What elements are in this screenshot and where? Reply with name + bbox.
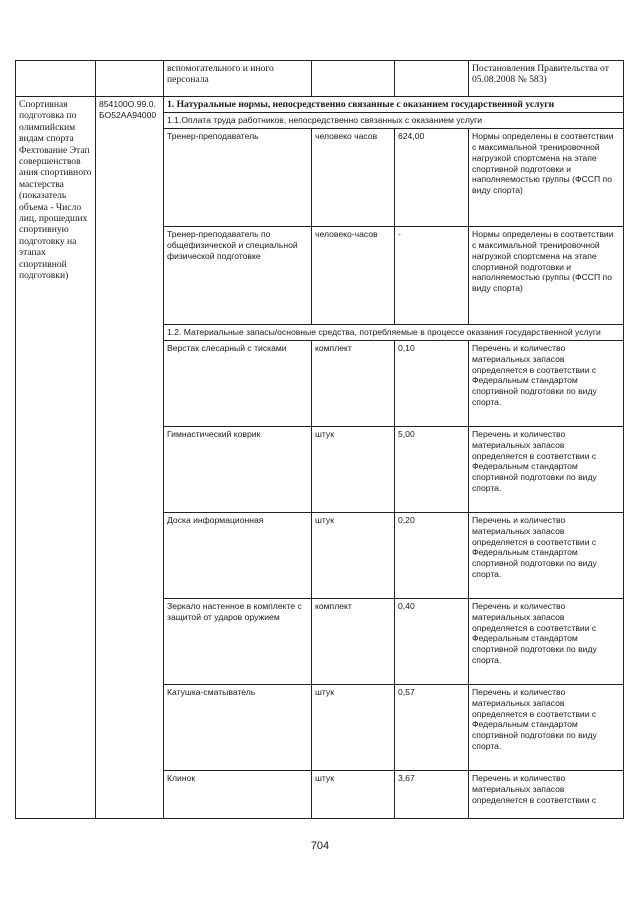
norm-note: Нормы определены в соответствии с максимальной тренировочной нагрузкой спортсмена на этапе спортивной подготовки и наполняемостью группы (ФССП по виду спорта) bbox=[469, 227, 624, 325]
norm-unit: человеко-часов bbox=[312, 227, 395, 325]
norm-name: Доска информационная bbox=[164, 513, 312, 599]
section-title-1: 1. Натуральные нормы, непосредственно связанные с оказанием государственной услуги bbox=[164, 97, 624, 113]
norm-name: Тренер-преподаватель bbox=[164, 129, 312, 227]
norm-name: Гимнастический коврик bbox=[164, 427, 312, 513]
norm-name: Тренер-преподаватель по общефизической и специальной физической подготовке bbox=[164, 227, 312, 325]
service-code: 854100О.99.0.БО52АА94000 bbox=[96, 97, 164, 819]
section-title-1-2: 1.2. Материальные запасы/основные средства, потребляемые в процессе оказания государственной услуги bbox=[164, 325, 624, 341]
norm-name: Верстак слесарный с тисками bbox=[164, 341, 312, 427]
norm-value: 5,00 bbox=[395, 427, 469, 513]
norm-unit: штук bbox=[312, 685, 395, 771]
norm-unit: штук bbox=[312, 771, 395, 819]
page-number: 704 bbox=[310, 840, 330, 852]
norm-value: 0,57 bbox=[395, 685, 469, 771]
service-code-cell-empty bbox=[96, 61, 164, 97]
norm-note: Перечень и количество материальных запасов определяется в соответствии с Федеральным стандартом спортивной подготовки по виду спорта. bbox=[469, 427, 624, 513]
norm-name: вспомогательного и иного персонала bbox=[164, 61, 312, 97]
norm-note: Нормы определены в соответствии с максимальной тренировочной нагрузкой спортсмена на этапе спортивной подготовки и наполняемостью группы (ФССП по виду спорта) bbox=[469, 129, 624, 227]
norm-note: Перечень и количество материальных запасов определяется в соответствии с Федеральным стандартом спортивной подготовки по виду спорта. bbox=[469, 341, 624, 427]
norms-table bbox=[15, 60, 624, 819]
norm-value: 3,67 bbox=[395, 771, 469, 819]
section-title-1-1: 1.1.Оплата труда работников, непосредственно связанных с оказанием услуги bbox=[164, 113, 624, 129]
norm-note: Перечень и количество материальных запасов определяется в соответствии с Федеральным стандартом спортивной подготовки по виду спорта. bbox=[469, 685, 624, 771]
service-name-cell-empty bbox=[16, 61, 96, 97]
norm-note: Перечень и количество материальных запасов определяется в соответствии с bbox=[469, 771, 624, 819]
norm-unit: штук bbox=[312, 427, 395, 513]
norm-unit-empty bbox=[312, 61, 395, 97]
service-name: Спортивная подготовка по олимпийским видам спорта Фехтование Этап совершенствов ания спортивного мастерства (показатель объема - Число лиц, прошедших спортивную подготовку на этапах спортивной подготовки) bbox=[16, 97, 96, 819]
norm-value: 624,00 bbox=[395, 129, 469, 227]
norm-value: - bbox=[395, 227, 469, 325]
norm-value-empty bbox=[395, 61, 469, 97]
norm-value: 0,10 bbox=[395, 341, 469, 427]
section-row bbox=[16, 97, 624, 113]
norm-name: Катушка-сматыватель bbox=[164, 685, 312, 771]
norm-unit: комплект bbox=[312, 599, 395, 685]
norm-name: Зеркало настенное в комплекте с защитой от ударов оружием bbox=[164, 599, 312, 685]
norm-unit: комплект bbox=[312, 341, 395, 427]
norm-value: 0,20 bbox=[395, 513, 469, 599]
norm-note: Постановления Правительства от 05.08.2008 № 583) bbox=[469, 61, 624, 97]
norm-unit: человеко часов bbox=[312, 129, 395, 227]
norm-name: Клинок bbox=[164, 771, 312, 819]
table-row bbox=[16, 61, 624, 97]
norm-note: Перечень и количество материальных запасов определяется в соответствии с Федеральным стандартом спортивной подготовки по виду спорта. bbox=[469, 599, 624, 685]
norm-value: 0,40 bbox=[395, 599, 469, 685]
norm-unit: штук bbox=[312, 513, 395, 599]
norm-note: Перечень и количество материальных запасов определяется в соответствии с Федеральным стандартом спортивной подготовки по виду спорта. bbox=[469, 513, 624, 599]
